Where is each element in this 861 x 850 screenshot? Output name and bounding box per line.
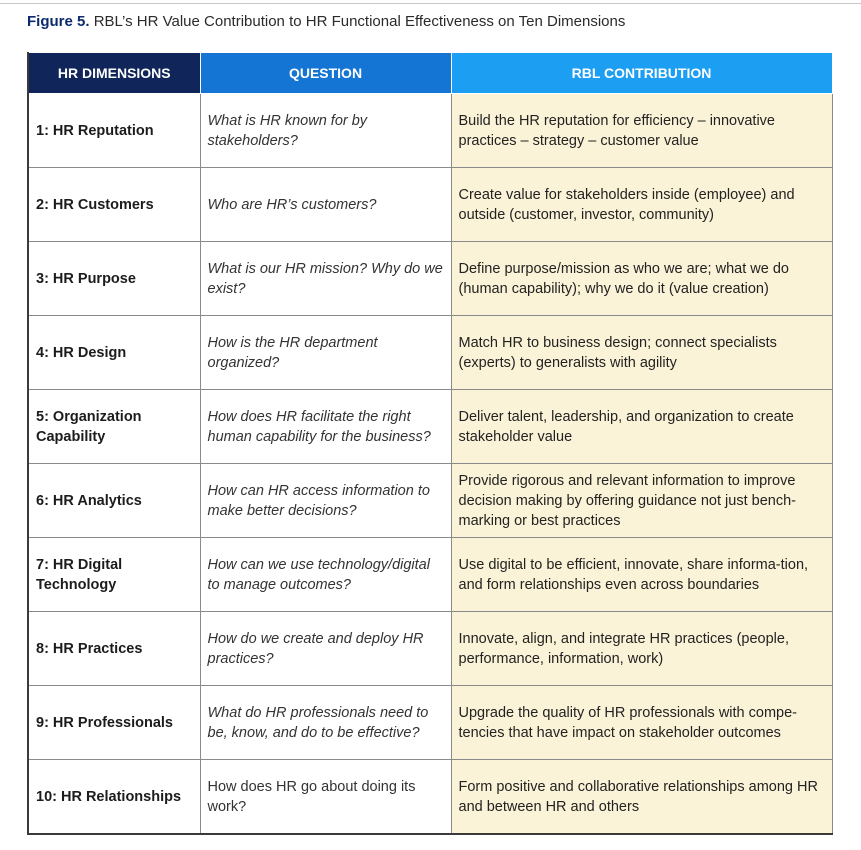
table-row (28, 686, 832, 760)
table-row (28, 538, 832, 612)
question-cell: What do HR professionals need to be, know, and do to be effective? (200, 686, 451, 760)
header-row (28, 53, 832, 94)
question-cell: How does HR go about doing its work? (200, 760, 451, 835)
dimension-cell: 7: HR Digital Technology (28, 538, 200, 612)
table-row (28, 94, 832, 168)
contribution-cell: Provide rigorous and relevant information to improve decision making by offering guidance not just bench-marking or best practices (451, 464, 832, 538)
dimension-cell: 2: HR Customers (28, 168, 200, 242)
figure-caption (27, 13, 625, 30)
table-row (28, 390, 832, 464)
dimension-cell: 1: HR Reputation (28, 94, 200, 168)
question-cell: What is HR known for by stakeholders? (200, 94, 451, 168)
dimension-cell: 9: HR Professionals (28, 686, 200, 760)
dimension-cell: 6: HR Analytics (28, 464, 200, 538)
contribution-cell: Deliver talent, leadership, and organization to create stakeholder value (451, 390, 832, 464)
dimension-cell: 3: HR Purpose (28, 242, 200, 316)
table-row (28, 464, 832, 538)
figure-label: Figure 5. (27, 13, 90, 30)
question-cell: What is our HR mission? Why do we exist? (200, 242, 451, 316)
table-row (28, 242, 832, 316)
header-hr-dimensions: HR DIMENSIONS (28, 53, 200, 94)
table-row (28, 168, 832, 242)
figure-title: RBL’s HR Value Contribution to HR Functional Effectiveness on Ten Dimensions (93, 13, 626, 30)
contribution-cell: Upgrade the quality of HR professionals with compe-tencies that have impact on stakeholder outcomes (451, 686, 832, 760)
contribution-cell: Innovate, align, and integrate HR practices (people, performance, information, work) (451, 612, 832, 686)
dimension-cell: 5: Organization Capability (28, 390, 200, 464)
question-cell: Who are HR’s customers? (200, 168, 451, 242)
contribution-cell: Form positive and collaborative relationships among HR and between HR and others (451, 760, 832, 835)
top-divider (0, 3, 861, 4)
question-cell: How can we use technology/digital to manage outcomes? (200, 538, 451, 612)
contribution-cell: Create value for stakeholders inside (employee) and outside (customer, investor, community) (451, 168, 832, 242)
hr-dimensions-table (27, 52, 833, 835)
table-row (28, 612, 832, 686)
contribution-cell: Build the HR reputation for efficiency – innovative practices – strategy – customer value (451, 94, 832, 168)
question-cell: How can HR access information to make better decisions? (200, 464, 451, 538)
table-row (28, 760, 832, 835)
contribution-cell: Define purpose/mission as who we are; what we do (human capability); why we do it (value creation) (451, 242, 832, 316)
contribution-cell: Use digital to be efficient, innovate, share informa-tion, and form relationships even across boundaries (451, 538, 832, 612)
header-question: QUESTION (200, 53, 451, 94)
question-cell: How is the HR department organized? (200, 316, 451, 390)
dimension-cell: 8: HR Practices (28, 612, 200, 686)
question-cell: How do we create and deploy HR practices? (200, 612, 451, 686)
dimension-cell: 4: HR Design (28, 316, 200, 390)
contribution-cell: Match HR to business design; connect specialists (experts) to generalists with agility (451, 316, 832, 390)
dimension-cell: 10: HR Relationships (28, 760, 200, 835)
table-row (28, 316, 832, 390)
question-cell: How does HR facilitate the right human capability for the business? (200, 390, 451, 464)
header-rbl-contribution: RBL CONTRIBUTION (451, 53, 832, 94)
